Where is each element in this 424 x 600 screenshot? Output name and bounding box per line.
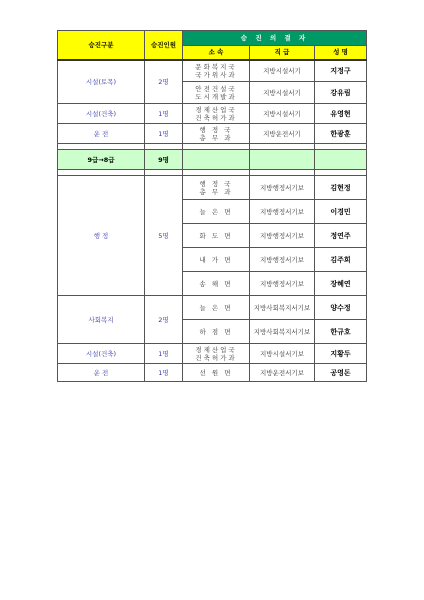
dept-cell: 안전건설국 도시개발과 <box>183 82 250 104</box>
header-grade: 직 급 <box>250 46 315 60</box>
category-cell: 시설(토목) <box>58 60 145 104</box>
name-cell: 김주희 <box>315 248 367 272</box>
table-row <box>58 104 367 124</box>
category-cell: 시설(건축) <box>58 104 145 124</box>
category-cell: 시설(건축) <box>58 344 145 364</box>
table-row <box>58 296 367 320</box>
grade-cell: 지방운전서기 <box>250 124 315 144</box>
name-cell: 지황두 <box>315 344 367 364</box>
dept-cell: 화 도 면 <box>183 224 250 248</box>
count-cell: 1명 <box>145 124 183 144</box>
dept-cell: 행 정 국 총 무 과 <box>183 124 250 144</box>
name-cell: 양수정 <box>315 296 367 320</box>
grade-cell: 지방행정서기보 <box>250 224 315 248</box>
dept-cell: 늘 은 면 <box>183 296 250 320</box>
count-cell: 2명 <box>145 60 183 104</box>
grade-cell: 지방시설서기 <box>250 104 315 124</box>
header-dept: 소 속 <box>183 46 250 60</box>
name-cell: 장혜연 <box>315 272 367 296</box>
count-cell: 5명 <box>145 176 183 296</box>
table-row <box>58 176 367 200</box>
dept-cell: 송 해 면 <box>183 272 250 296</box>
grade-cell: 지방행정서기보 <box>250 248 315 272</box>
grade-cell: 지방시설서기 <box>250 60 315 82</box>
name-cell: 김현정 <box>315 176 367 200</box>
band-label: 9급→8급 <box>58 150 145 170</box>
name-cell: 한규호 <box>315 320 367 344</box>
category-cell: 사회복지 <box>58 296 145 344</box>
header-count: 승진인원 <box>145 31 183 60</box>
name-cell: 유영현 <box>315 104 367 124</box>
name-cell: 한광훈 <box>315 124 367 144</box>
grade-cell: 지방행정서기보 <box>250 272 315 296</box>
category-cell: 운 전 <box>58 124 145 144</box>
band-count: 9명 <box>145 150 183 170</box>
dept-cell: 선 원 면 <box>183 364 250 382</box>
dept-cell: 하 점 면 <box>183 320 250 344</box>
dept-cell: 경제산업국 건축허가과 <box>183 104 250 124</box>
grade-cell: 지방시설서기 <box>250 82 315 104</box>
count-cell: 1명 <box>145 344 183 364</box>
promotion-table <box>57 30 367 382</box>
dept-cell: 문화복지국 국가위사과 <box>183 60 250 82</box>
category-cell: 운 전 <box>58 364 145 382</box>
header-category: 승진구분 <box>58 31 145 60</box>
name-cell: 지정구 <box>315 60 367 82</box>
grade-cell: 지방운전서기보 <box>250 364 315 382</box>
name-cell: 공영돈 <box>315 364 367 382</box>
table-row <box>58 60 367 82</box>
count-cell: 1명 <box>145 104 183 124</box>
dept-cell: 경제산업국 건축허가과 <box>183 344 250 364</box>
dept-cell: 행 정 국 총 무 과 <box>183 176 250 200</box>
grade-cell: 지방시설서기보 <box>250 344 315 364</box>
grade-cell: 지방사회복지서기보 <box>250 296 315 320</box>
name-cell: 이경민 <box>315 200 367 224</box>
header-name: 성 명 <box>315 46 367 60</box>
dept-cell: 내 가 면 <box>183 248 250 272</box>
dept-cell: 늘 은 면 <box>183 200 250 224</box>
grade-cell: 지방행정서기보 <box>250 200 315 224</box>
grade-cell: 지방행정서기보 <box>250 176 315 200</box>
table-row <box>58 344 367 364</box>
name-cell: 강유림 <box>315 82 367 104</box>
grade-band-row <box>58 150 367 170</box>
name-cell: 정연주 <box>315 224 367 248</box>
grade-cell: 지방사회복지서기보 <box>250 320 315 344</box>
category-cell: 행 정 <box>58 176 145 296</box>
count-cell: 1명 <box>145 364 183 382</box>
header-result: 승 진 의 결 자 <box>183 31 367 46</box>
table-row <box>58 364 367 382</box>
table-row <box>58 124 367 144</box>
count-cell: 2명 <box>145 296 183 344</box>
